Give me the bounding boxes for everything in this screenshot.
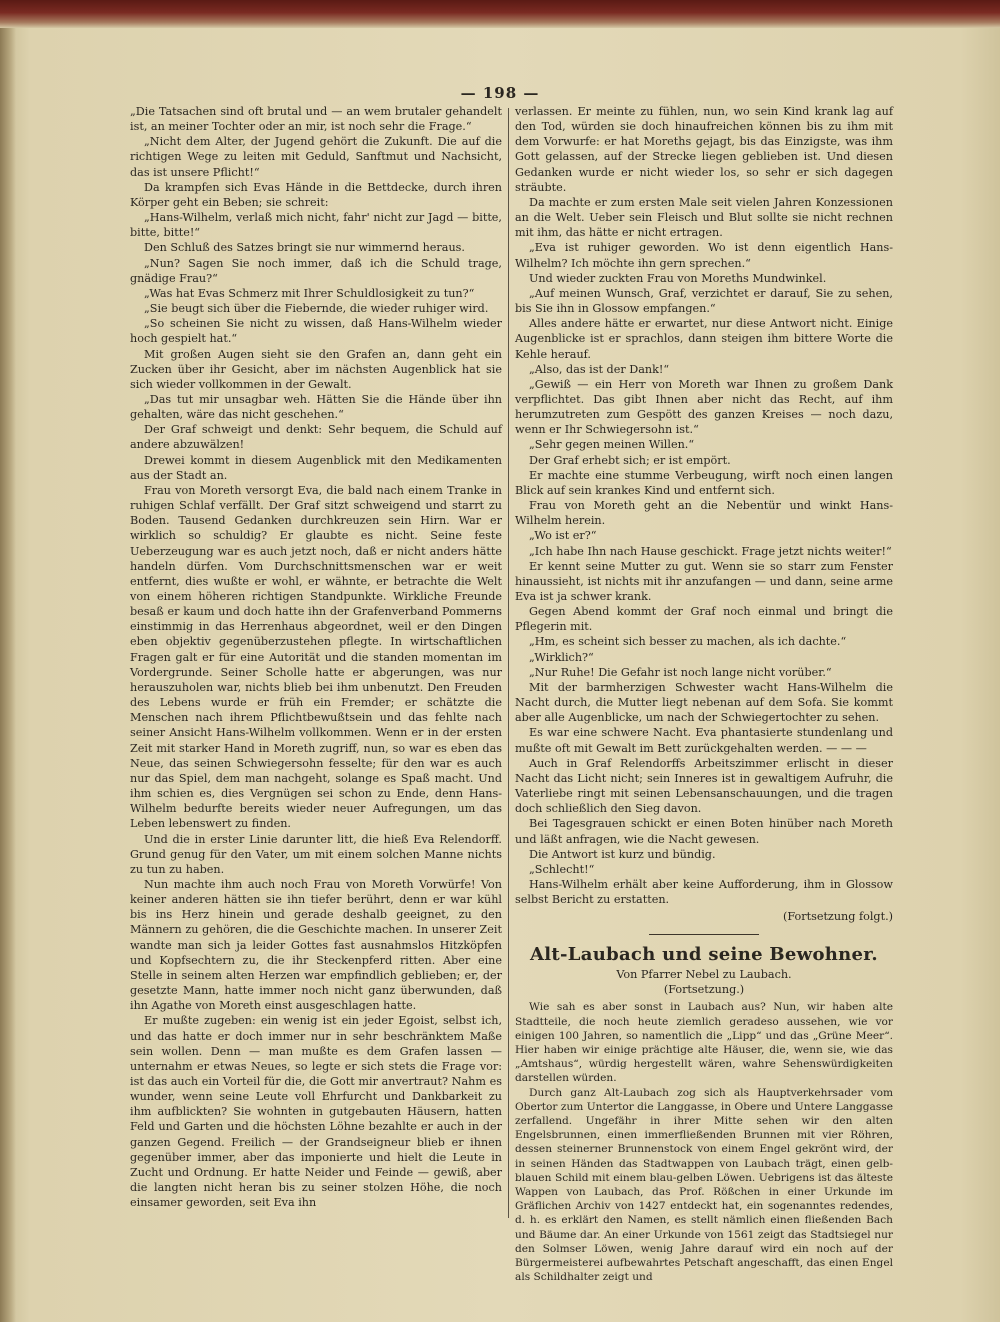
column-divider [508, 108, 509, 1218]
paragraph: Frau von Moreth versorgt Eva, die bald nach einem Tranke in ruhigen Schlaf verfällt. Der Graf sitzt schweigend und starrt zu Boden. Tausend Gedanken durchkreuzen sein Hirn. War er wirklich so schuldig? Er glaubte es nicht. Seine feste Ueberzeugung war es auch jetzt noch, daß er nicht anders hätte handeln dürfen. Vom Durchschnittsmenschen war er weit entfernt, dies wußte er wohl, er wähnte, er betrachte die Welt von einem höheren richtigen Standpunkte. Wirkliche Freunde besaß er kaum und doch hatte ihn der Grafenverband Pommerns einstimmig in das Herrenhaus abgeordnet, weil er den Dingen eben objektiv gegenüberzustehen pflegte. In wirtschaftlichen Fragen galt er für eine Autorität und die standen momentan im Vordergrunde. Seiner Scholle hatte er abgerungen, was nur herauszuholen war, nichts blieb bei ihm unbenutzt. Den Freuden des Lebens wurde er früh ein Fremder; er schätzte die Menschen nach ihrem Pflichtbewußtsein und das fehlte nach seiner Ansicht Hans-Wilhelm vollkommen. Wenn er in der ersten Zeit mit starker Hand in Moreth zugriff, nun, so war es eben das Neue, das seinen Schwiegersohn fesselte; für den war es auch nur das Spiel, dem man nachgeht, solange es Spaß macht. Und ihm schien es, dies Vergnügen sei schon zu Ende, denn Hans-Wilhelm bedurfte bereits wieder neuer Aufregungen, um das Leben lebenswert zu finden. [130, 483, 502, 831]
paragraph: Da krampfen sich Evas Hände in die Bettdecke, durch ihren Körper geht ein Beben; sie schreit: [130, 180, 502, 209]
article-byline: Von Pfarrer Nebel zu Laubach. [616, 968, 792, 982]
paragraph: Hans-Wilhelm erhält aber keine Aufforderung, ihm in Glossow selbst Bericht zu erstatten. [515, 877, 893, 907]
paragraph: „Eva ist ruhiger geworden. Wo ist denn eigentlich Hans-Wilhelm? Ich möchte ihn gern sprechen.“ [515, 241, 893, 270]
paragraph: „Nicht dem Alter, der Jugend gehört die Zukunft. Die auf die richtigen Wege zu leiten mit Geduld, Sanftmut und Nachsicht, das ist unsere Pflicht!“ [130, 135, 502, 179]
paragraph: Nun machte ihm auch noch Frau von Moreth Vorwürfe! Von keiner anderen hätten sie ihn tiefer berührt, denn er war kühl bis ins Herz hinein und gerade deshalb geeignet, zu den Männern zu gehören, die die Geschichte machen. In unserer Zeit wandte man sich ja leider Gottes fast ausnahmslos Hitzköpfen und Kopfsechtern zu, die ihr Steckenpferd ritten. Aber eine Stelle in seinem alten Herzen war empfindlich geblieben; er, der gesetzte Mann, hatte immer noch nicht ganz überwunden, daß ihn Agathe von Moreth einst ausgeschlagen hatte. [130, 877, 502, 1013]
paragraph: Durch ganz Alt-Laubach zog sich als Hauptverkehrsader vom Obertor zum Untertor die Langgasse, in Obere und Untere Langgasse zerfallend. Ungefähr in ihrer Mitte sehen wir den alten Engelsbrunnen, einen immerfließenden Brunnen mit vier Röhren, dessen steinerner Brunnenstock von einem Engel gekrönt wird, der in seinen Händen das Stadtwappen von Laubach trägt, einen gelb-blauen Schild mit einem blau-gelben Löwen. Uebrigens ist das älteste Wappen von Laubach, das Prof. Rößchen in einer Urkunde im Gräflichen Archiv von 1427 entdeckt hat, ein sogenanntes redendes, d. h. es erklärt den Namen, es stellt nämlich einen fließenden Bach und Bäume dar. An einer Urkunde von 1561 zeigt das Stadtsiegel nur den Solmser Löwen, wenig Jahre darauf wird ein noch auf der Bürgermeisterei aufbewahrtes Petschaft angeschafft, das einen Engel als Schildhalter zeigt und [515, 1086, 893, 1284]
paragraph: „Auf meinen Wunsch, Graf, verzichtet er darauf, Sie zu sehen, bis Sie ihn in Glossow empfangen.“ [515, 286, 893, 316]
paragraph: Mit der barmherzigen Schwester wacht Hans-Wilhelm die Nacht durch, die Mutter liegt nebenan auf dem Sofa. Sie kommt aber alle Augenblicke, um nach der Schwiegertochter zu sehen. [515, 680, 893, 725]
paragraph: Den Schluß des Satzes bringt sie nur wimmernd heraus. [144, 241, 465, 255]
paragraph: Da machte er zum ersten Male seit vielen Jahren Konzessionen an die Welt. Ueber sein Fleisch und Blut sollte sie nicht rechnen mit ihm, das hätte er nicht ertragen. [515, 195, 893, 240]
paragraph: „Ich habe Ihn nach Hause geschickt. Frage jetzt nichts weiter!“ [529, 544, 892, 558]
paragraph: Und wieder zuckten Frau von Moreths Mundwinkel. [529, 271, 827, 285]
paragraph: Der Graf schweigt und denkt: Sehr bequem, die Schuld auf andere abzuwälzen! [130, 423, 502, 452]
paragraph: Er mußte zugeben: ein wenig ist ein jeder Egoist, selbst ich, und das hatte er doch immer nur in sehr beschränktem Maße sein wollen. Denn — man mußte es dem Grafen lassen — unternahm er etwas Neues, so legte er sich stets die Frage vor: ist das auch ein Vorteil für die, die Gott mir anvertraut? Nahm es wunder, wenn seine Leute voll Ehrfurcht und Dankbarkeit zu ihm aufblickten? Sie wohnten in gutgebauten Häusern, hatten Feld und Garten und die höchsten Löhne bezahlte er auch in der ganzen Gegend. Freilich — der Grandseigneur blieb er ihnen gegenüber immer, aber das imponierte und hielt die Leute in Zucht und Ordnung. Er hatte Neider und Feinde — gewiß, aber die langten nicht heran bis zu seiner stolzen Höhe, die noch einsamer geworden, seit Eva ihn [130, 1014, 502, 1210]
paragraph: Auch in Graf Relendorffs Arbeitszimmer erlischt in dieser Nacht das Licht nicht; sein Inneres ist in gewaltigem Aufruhr, die Vaterliebe ringt mit seinen Lebensanschauungen, und die tragen doch schließlich den Sieg davon. [515, 756, 893, 816]
paragraph: „Nun? Sagen Sie noch immer, daß ich die Schuld trage, gnädige Frau?“ [130, 256, 502, 285]
paragraph: „Die Tatsachen sind oft brutal und — an wem brutaler gehandelt ist, an meiner Tochter oder an mir, ist noch sehr die Frage.“ [130, 105, 502, 134]
article-title: Alt-Laubach und seine Bewohner. [529, 944, 878, 966]
paragraph: „Was hat Evas Schmerz mit Ihrer Schuldlosigkeit zu tun?“ [144, 286, 475, 300]
paragraph: „Hm, es scheint sich besser zu machen, als ich dachte.“ [529, 635, 847, 649]
continuation-note: (Fortsetzung folgt.) [782, 910, 893, 924]
paragraph: „Sie beugt sich über die Fiebernde, die wieder ruhiger wird. [144, 302, 489, 316]
paragraph: „Wirklich?“ [529, 650, 594, 664]
paragraph: Es war eine schwere Nacht. Eva phantasierte stundenlang und mußte oft mit Gewalt im Bett zurückgehalten werden. — — — [515, 726, 893, 755]
left-column [130, 104, 502, 1210]
paragraph: „Also, das ist der Dank!“ [529, 362, 670, 376]
paragraph: verlassen. Er meinte zu fühlen, nun, wo sein Kind krank lag auf den Tod, würden sie doch hinaufreichen können bis zu ihm mit dem Vorwurfe: er hat Moreths gejagt, bis das Einzigste, was ihm Gott gelassen, auf der Strecke liegen geblieben ist. Und diesen Gedanken wurde er nicht wieder los, so sehr er sich dagegen sträubte. [515, 105, 893, 194]
paragraph: „Sehr gegen meinen Willen.“ [529, 438, 695, 452]
article-section [515, 945, 893, 1284]
page-number: — 198 — [460, 84, 540, 102]
article-note: (Fortsetzung.) [663, 983, 745, 997]
paragraph: „Gewiß — ein Herr von Moreth war Ihnen zu großem Dank verpflichtet. Das gibt Ihnen aber nicht das Recht, auf ihm herumzutreten zum Gespött des ganzen Kreises — noch dazu, wenn er Ihr Schwiegersohn ist.“ [515, 377, 893, 437]
paragraph: Gegen Abend kommt der Graf noch einmal und bringt die Pflegerin mit. [515, 605, 893, 634]
paragraph: „Wo ist er?“ [529, 529, 597, 543]
paragraph: Bei Tagesgrauen schickt er einen Boten hinüber nach Moreth und läßt anfragen, wie die Nacht gewesen. [515, 817, 893, 846]
paragraph: Wie sah es aber sonst in Laubach aus? Nun, wir haben alte Stadtteile, die noch heute ziemlich geradeso aussehen, wie vor einigen 100 Jahren, so namentlich die „Lipp“ und das „Grüne Meer“. Hier haben wir einige prächtige alte Häuser, die, wenn sie, wie das „Amtshaus“, würdig hergestellt wären, wahre Sehenswürdigkeiten darstellen würden. [515, 1001, 893, 1085]
page-top-edge [0, 0, 1000, 28]
paragraph: „So scheinen Sie nicht zu wissen, daß Hans-Wilhelm wieder hoch gespielt hat.“ [130, 317, 502, 346]
paragraph: Frau von Moreth geht an die Nebentür und winkt Hans-Wilhelm herein. [515, 499, 893, 528]
paragraph: Die Antwort ist kurz und bündig. [529, 847, 716, 861]
paragraph: Er kennt seine Mutter zu gut. Wenn sie so starr zum Fenster hinaussieht, ist nichts mit ihr anzufangen — und dann, seine arme Eva ist ja schwer krank. [515, 559, 893, 603]
section-rule [649, 934, 759, 935]
paragraph: Mit großen Augen sieht sie den Grafen an, dann geht ein Zucken über ihr Gesicht, aber im nächsten Augenblick hat sie sich wieder vollkommen in der Gewalt. [130, 347, 502, 391]
paragraph: „Schlecht!“ [529, 862, 595, 876]
paragraph: „Hans-Wilhelm, verlaß mich nicht, fahr' nicht zur Jagd — bitte, bitte, bitte!“ [130, 211, 502, 240]
paragraph: „Nur Ruhe! Die Gefahr ist noch lange nicht vorüber.“ [529, 665, 832, 679]
paragraph: Drewei kommt in diesem Augenblick mit den Medikamenten aus der Stadt an. [130, 453, 502, 482]
paragraph: Der Graf erhebt sich; er ist empört. [529, 453, 731, 467]
paragraph: Und die in erster Linie darunter litt, die hieß Eva Relendorff. Grund genug für den Vater, um mit einem solchen Manne nichts zu tun zu haben. [130, 832, 502, 876]
right-column [515, 104, 893, 1285]
paragraph: Alles andere hätte er erwartet, nur diese Antwort nicht. Einige Augenblicke ist er sprachlos, dann steigen ihm bittere Worte die Kehle herauf. [515, 317, 893, 361]
binding-shadow [0, 28, 16, 1322]
paragraph: „Das tut mir unsagbar weh. Hätten Sie die Hände über ihn gehalten, wäre das nicht geschehen.“ [130, 392, 502, 422]
paragraph: Er machte eine stumme Verbeugung, wirft noch einen langen Blick auf sein krankes Kind und entfernt sich. [515, 468, 893, 497]
